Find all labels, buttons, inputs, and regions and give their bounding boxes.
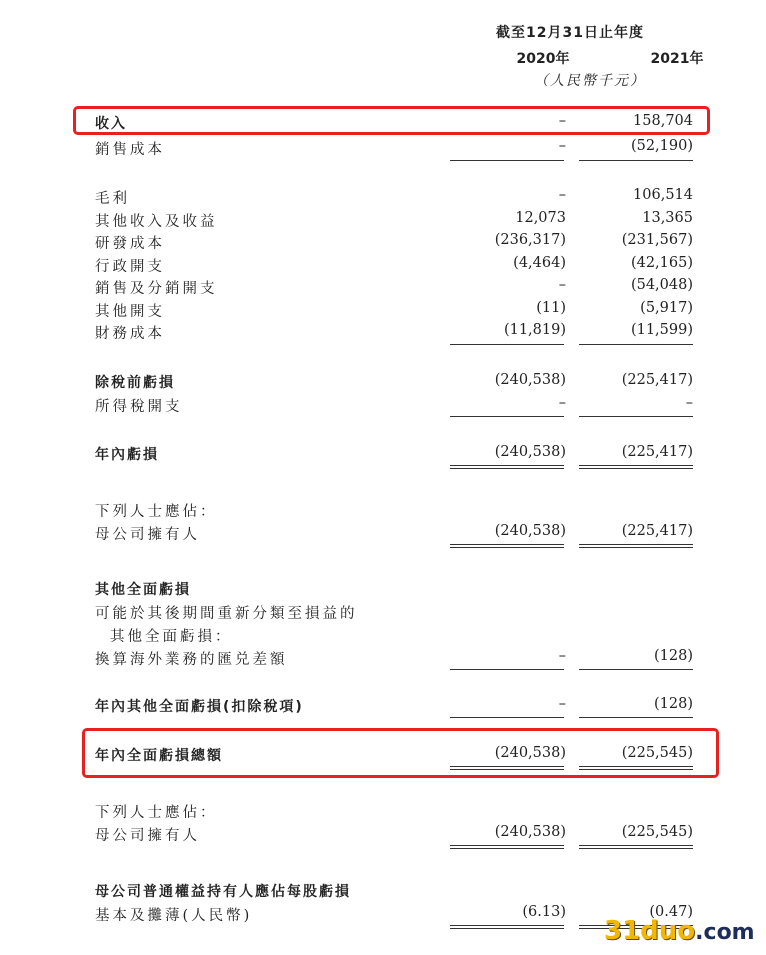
row-label: 銷售及分銷開支	[95, 281, 218, 297]
highlight-box-total	[82, 728, 719, 778]
row-label: 下列人士應佔：	[95, 504, 218, 520]
row-finance-costs	[0, 322, 766, 344]
year-2021-heading: 2021年	[650, 51, 704, 67]
row-label: 年內虧損	[95, 447, 159, 463]
value-2020: –	[558, 696, 566, 712]
value-2021: (42,165)	[630, 255, 693, 271]
row-label: 其他全面虧損	[95, 582, 191, 598]
subtotal-rule	[450, 416, 564, 417]
unit-label: （人民幣千元）	[534, 73, 646, 89]
subtotal-rule	[450, 669, 564, 670]
value-2020: –	[558, 113, 566, 129]
value-2020: 12,073	[515, 210, 566, 226]
value-2020: –	[558, 187, 566, 203]
value-2020: (11,819)	[503, 322, 566, 338]
row-label: 收入	[95, 116, 127, 132]
subtotal-rule	[579, 160, 693, 161]
total-double-rule	[450, 544, 564, 548]
row-selling-expenses	[0, 277, 766, 299]
value-2021: 158,704	[633, 113, 693, 129]
row-owners-of-parent	[0, 824, 766, 846]
value-2021: 13,365	[642, 210, 693, 226]
total-double-rule	[579, 544, 693, 548]
value-2020: (6.13)	[522, 904, 566, 920]
value-2020: –	[558, 138, 566, 154]
subtotal-rule	[450, 717, 564, 718]
row-oci-net-of-tax	[0, 696, 766, 718]
highlight-box-revenue	[73, 106, 710, 135]
value-2021: (225,417)	[621, 444, 693, 460]
site-watermark	[604, 916, 755, 946]
row-other-income	[0, 210, 766, 232]
value-2020: (11)	[536, 300, 566, 316]
subtotal-rule	[579, 416, 693, 417]
value-2021: (225,417)	[621, 372, 693, 388]
row-label: 其他開支	[95, 304, 165, 320]
row-label: 毛利	[95, 191, 130, 207]
watermark-brand: 31duo	[604, 916, 696, 946]
value-2020: –	[558, 648, 566, 664]
value-2020: –	[558, 277, 566, 293]
value-2021: (128)	[654, 696, 693, 712]
value-2020: (240,538)	[494, 824, 566, 840]
row-admin-expenses	[0, 255, 766, 277]
value-2020: (240,538)	[494, 523, 566, 539]
value-2021: 106,514	[633, 187, 693, 203]
value-2021: (5,917)	[640, 300, 693, 316]
value-2021: (11,599)	[630, 322, 693, 338]
row-cost-of-sales	[0, 138, 766, 160]
value-2020: (236,317)	[494, 232, 566, 248]
total-double-rule	[450, 925, 564, 929]
subtotal-rule	[579, 344, 693, 345]
row-attributable-heading	[0, 500, 766, 522]
row-label: 除稅前虧損	[95, 375, 175, 391]
total-double-rule	[579, 465, 693, 469]
subtotal-rule	[450, 344, 564, 345]
watermark-tld: .com	[695, 920, 755, 945]
row-other-expenses	[0, 300, 766, 322]
period-heading: 截至12月31日止年度	[496, 25, 644, 41]
total-double-rule	[450, 845, 564, 849]
row-oci-reclass-2	[0, 625, 766, 647]
row-label: 其他全面虧損：	[110, 629, 233, 645]
subtotal-rule	[450, 160, 564, 161]
row-label: 母公司擁有人	[95, 828, 200, 844]
subtotal-rule	[579, 717, 693, 718]
row-label: 年內其他全面虧損(扣除稅項)	[95, 699, 304, 715]
row-eps-heading	[0, 881, 766, 903]
row-label: 財務成本	[95, 326, 165, 342]
value-2021: (225,545)	[621, 824, 693, 840]
value-2020: –	[558, 395, 566, 411]
value-2021: (54,048)	[630, 277, 693, 293]
row-label: 銷售成本	[95, 142, 165, 158]
row-label: 母公司普通權益持有人應佔每股虧損	[95, 884, 351, 900]
row-label: 行政開支	[95, 259, 165, 275]
row-loss-before-tax	[0, 372, 766, 394]
value-2020: (240,538)	[494, 372, 566, 388]
row-fx-difference	[0, 648, 766, 670]
row-gross-profit	[0, 187, 766, 209]
value-2021: (231,567)	[621, 232, 693, 248]
value-2020: (4,464)	[513, 255, 566, 271]
total-double-rule	[450, 465, 564, 469]
value-2021: (225,417)	[621, 523, 693, 539]
row-label: 其他收入及收益	[95, 214, 218, 230]
row-rd-costs	[0, 232, 766, 254]
value-2020: (240,538)	[494, 444, 566, 460]
value-2021: (225,545)	[621, 745, 693, 761]
row-attributable-heading	[0, 801, 766, 823]
year-2020-heading: 2020年	[516, 51, 570, 67]
row-label: 下列人士應佔：	[95, 805, 218, 821]
row-label: 研發成本	[95, 236, 165, 252]
value-2021: (128)	[654, 648, 693, 664]
row-owners-of-parent	[0, 523, 766, 545]
row-loss-for-year	[0, 444, 766, 466]
row-label: 可能於其後期間重新分類至損益的	[95, 606, 358, 622]
row-oci-reclass-1	[0, 602, 766, 624]
row-label: 年內全面虧損總額	[95, 748, 223, 764]
row-label: 換算海外業務的匯兑差額	[95, 652, 288, 668]
total-double-rule	[579, 845, 693, 849]
row-label: 基本及攤薄(人民幣)	[95, 908, 253, 924]
row-income-tax	[0, 395, 766, 417]
subtotal-rule	[579, 669, 693, 670]
row-oci-heading	[0, 579, 766, 601]
value-2021: (52,190)	[630, 138, 693, 154]
value-2021: –	[685, 395, 693, 411]
value-2021: (0.47)	[649, 904, 693, 920]
row-label: 母公司擁有人	[95, 527, 200, 543]
row-label: 所得稅開支	[95, 399, 183, 415]
value-2020: (240,538)	[494, 745, 566, 761]
